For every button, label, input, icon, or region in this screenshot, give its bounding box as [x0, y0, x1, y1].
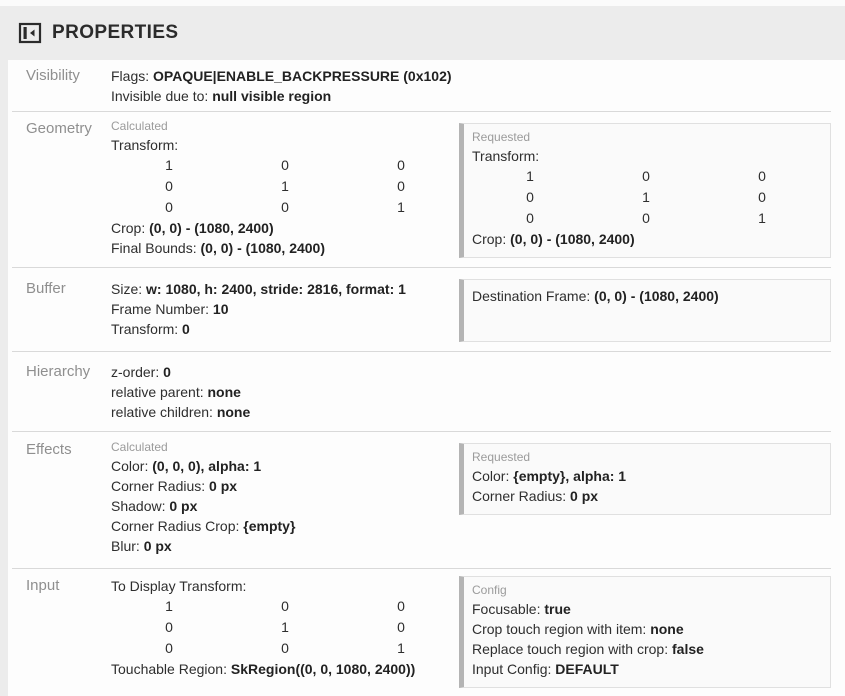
section-effects [12, 432, 831, 569]
crop-row: Crop: (0, 0) - (1080, 2400) [111, 220, 274, 236]
input-config-row: Input Config: DEFAULT [472, 661, 619, 677]
z-order-row: z-order: 0 [111, 364, 171, 380]
buffer-transform-row: Transform: 0 [111, 321, 190, 337]
section-buffer [12, 268, 831, 352]
flags-row: Flags: OPAQUE|ENABLE_BACKPRESSURE (0x102) [111, 68, 452, 84]
section-label-hierarchy: Hierarchy [26, 363, 91, 380]
requested-tag: Requested [472, 450, 531, 464]
destination-frame-box [459, 279, 831, 342]
transform-matrix-row: 0 0 1 [165, 640, 405, 656]
transform-label: Transform: [111, 137, 179, 153]
size-row: Size: w: 1080, h: 2400, stride: 2816, format: 1 [111, 281, 406, 297]
crop-row: Crop: (0, 0) - (1080, 2400) [472, 231, 635, 247]
final-bounds-row: Final Bounds: (0, 0) - (1080, 2400) [111, 240, 326, 256]
transform-label: Transform: [472, 148, 540, 164]
destination-frame-row: Destination Frame: (0, 0) - (1080, 2400) [472, 288, 719, 304]
section-visibility [12, 60, 831, 112]
config-tag: Config [472, 583, 507, 597]
section-geometry [12, 112, 831, 268]
section-input [12, 569, 831, 696]
section-label-input: Input [26, 577, 60, 594]
input-config-box [459, 576, 831, 688]
corner-radius-crop-row: Corner Radius Crop: {empty} [111, 518, 296, 534]
panel-collapse-icon[interactable] [18, 21, 42, 45]
corner-radius-row: Corner Radius: 0 px [472, 488, 599, 504]
transform-matrix-row: 0 1 0 [526, 189, 766, 205]
requested-geometry-box [459, 123, 831, 258]
blur-row: Blur: 0 px [111, 538, 172, 554]
transform-matrix-row: 0 1 0 [165, 178, 405, 194]
requested-tag: Requested [472, 130, 531, 144]
page-title: PROPERTIES [52, 22, 179, 43]
shadow-row: Shadow: 0 px [111, 498, 198, 514]
focusable-row: Focusable: true [472, 601, 571, 617]
calculated-tag: Calculated [111, 119, 168, 133]
replace-touch-region-row: Replace touch region with crop: false [472, 641, 704, 657]
section-hierarchy [12, 352, 831, 432]
transform-matrix-row: 1 0 0 [526, 168, 766, 184]
to-display-transform-label: To Display Transform: [111, 578, 247, 594]
section-label-buffer: Buffer [26, 280, 66, 297]
properties-content [8, 60, 845, 696]
invisible-due-to-row: Invisible due to: null visible region [111, 88, 332, 104]
color-row: Color: {empty}, alpha: 1 [472, 468, 627, 484]
relative-children-row: relative children: none [111, 404, 251, 420]
transform-matrix-row: 0 1 0 [165, 619, 405, 635]
calculated-tag: Calculated [111, 440, 168, 454]
section-label-visibility: Visibility [26, 67, 80, 84]
relative-parent-row: relative parent: none [111, 384, 241, 400]
corner-radius-row: Corner Radius: 0 px [111, 478, 238, 494]
requested-effects-box [459, 443, 831, 515]
transform-matrix-row: 0 0 1 [526, 210, 766, 226]
section-label-effects: Effects [26, 441, 72, 458]
transform-matrix-row: 0 0 1 [165, 199, 405, 215]
color-row: Color: (0, 0, 0), alpha: 1 [111, 458, 262, 474]
crop-touch-region-row: Crop touch region with item: none [472, 621, 684, 637]
properties-header [0, 6, 845, 60]
touchable-region-row: Touchable Region: SkRegion((0, 0, 1080, 2400)) [111, 661, 416, 677]
transform-matrix-row: 1 0 0 [165, 157, 405, 173]
frame-number-row: Frame Number: 10 [111, 301, 229, 317]
section-label-geometry: Geometry [26, 120, 92, 137]
transform-matrix-row: 1 0 0 [165, 598, 405, 614]
